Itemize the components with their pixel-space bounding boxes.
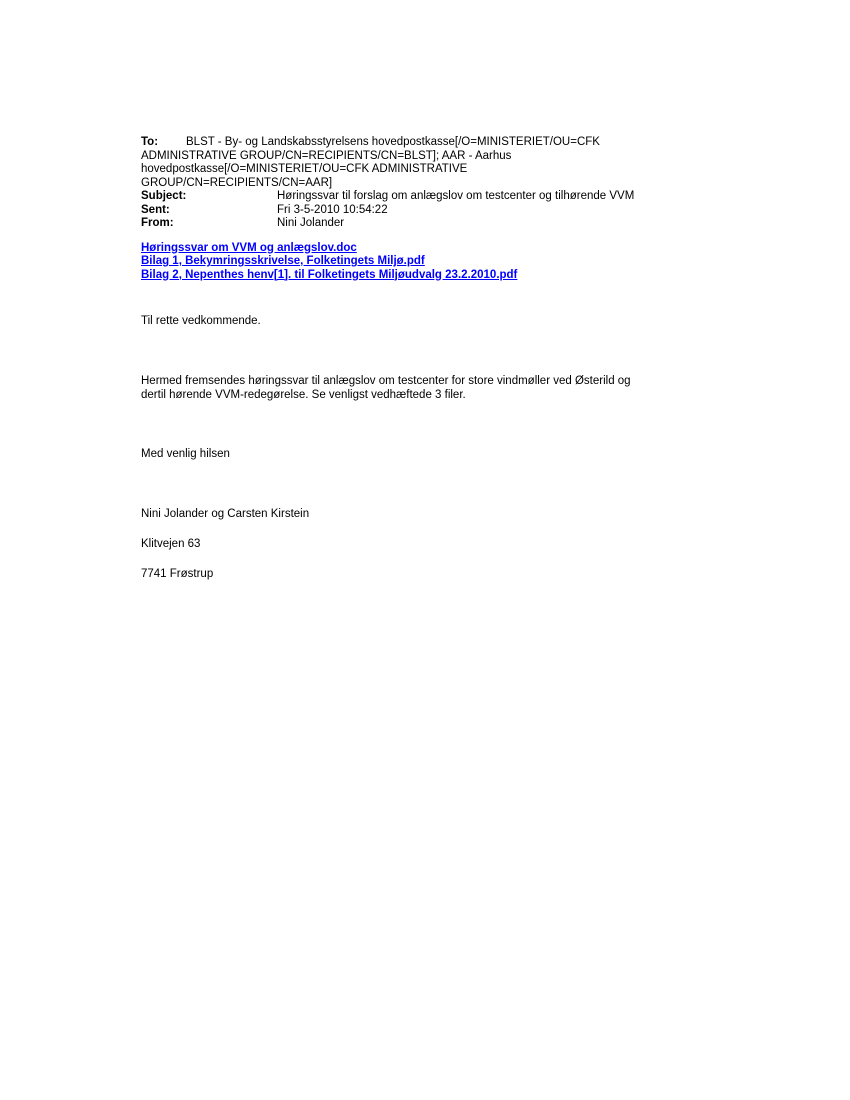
attachment-link-horingssvar[interactable]: Høringssvar om VVM og anlægslov.doc [141,241,357,254]
subject-label: Subject: [141,190,187,202]
from-row [141,217,701,231]
body-paragraph-line-2: dertil hørende VVM-redegørelse. Se venligst vedhæftede 3 filer. [141,388,466,401]
attachment-link-bilag-1[interactable]: Bilag 1, Bekymringsskrivelse, Folketingets Miljø.pdf [141,255,425,267]
body-paragraph [141,375,701,402]
greeting: Til rette vedkommende. [141,315,261,327]
subject-row [141,190,701,204]
address-city: 7741 Frøstrup [141,568,214,580]
closing: Med venlig hilsen [141,448,230,460]
to-recipients-line-2: ADMINISTRATIVE GROUP/CN=RECIPIENTS/CN=BLST]; AAR - Aarhus [141,149,512,162]
from-label: From: [141,217,174,229]
sent-label: Sent: [141,203,170,216]
to-recipients-line-3: hovedpostkasse[/O=MINISTERIET/OU=CFK ADMINISTRATIVE [141,163,468,175]
sent-value: Fri 3-5-2010 10:54:22 [277,203,388,216]
to-label: To: [141,136,159,148]
to-field [141,136,701,190]
email-document [141,136,701,580]
attachment-link-bilag-2[interactable]: Bilag 2, Nepenthes henv[1]. til Folketingets Miljøudvalg 23.2.2010.pdf [141,268,518,281]
address-street: Klitvejen 63 [141,538,201,550]
to-recipients-line-1: BLST - By- og Landskabsstyrelsens hovedpostkasse[/O=MINISTERIET/OU=CFK [186,136,600,148]
subject-value: Høringssvar til forslag om anlægslov om testcenter og tilhørende VVM [277,190,635,202]
to-recipients-line-4: GROUP/CN=RECIPIENTS/CN=AAR] [141,176,333,189]
body-paragraph-line-1: Hermed fremsendes høringssvar til anlægslov om testcenter for store vindmøller ved Østerild og [141,375,631,387]
sent-row [141,204,701,218]
attachment-list [141,242,701,283]
from-value: Nini Jolander [277,217,345,229]
signature: Nini Jolander og Carsten Kirstein [141,508,310,520]
